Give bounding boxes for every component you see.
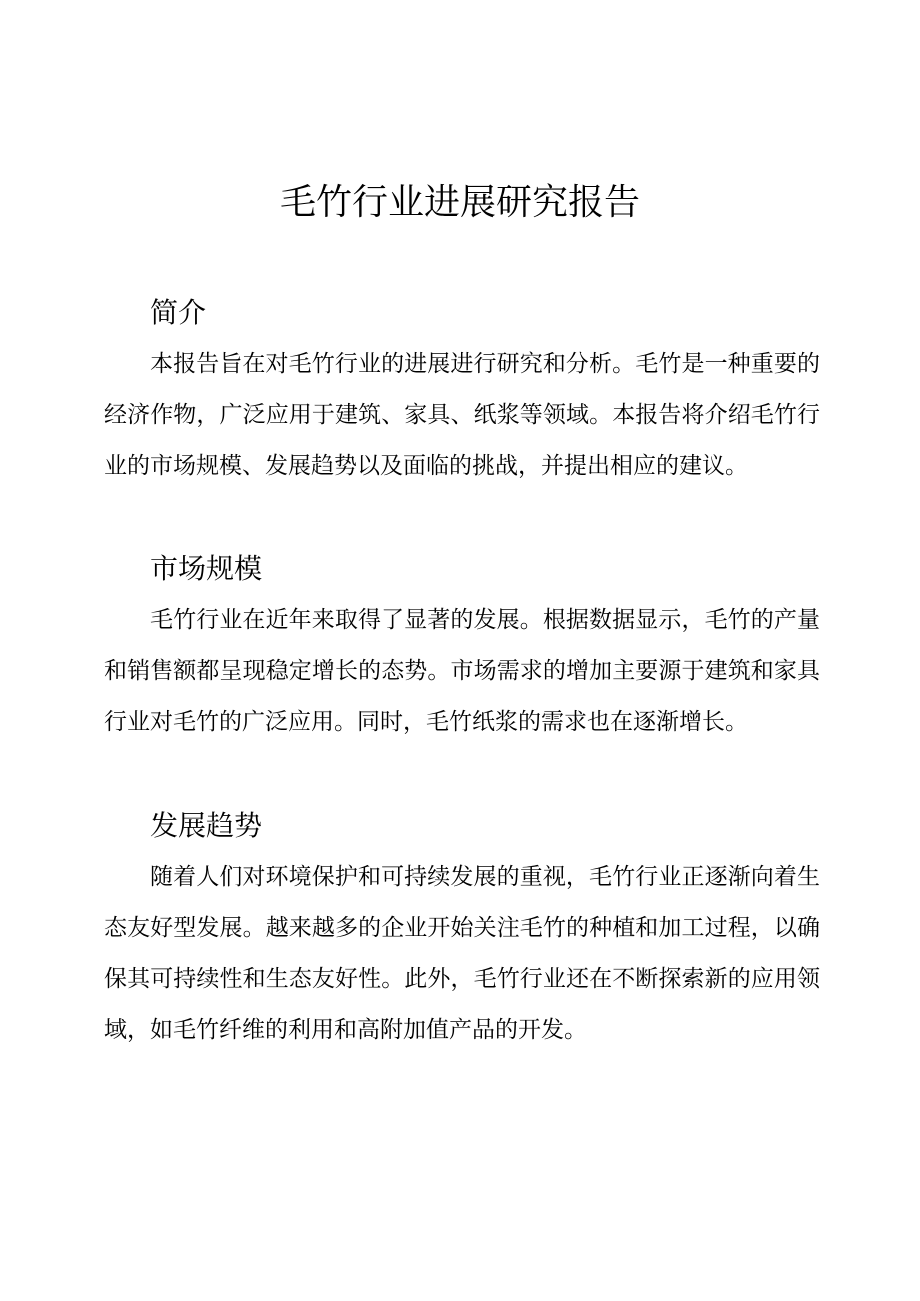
section-heading-development-trend: 发展趋势 xyxy=(150,809,263,842)
section-introduction xyxy=(104,293,820,492)
section-body-market-size: 毛竹行业在近年来取得了显著的发展。根据数据显示，毛竹的产量和销售额都呈现稳定增长的态势。市场需求的增加主要源于建筑和家具行业对毛竹的广泛应用。同时，毛竹纸浆的需求也在逐渐增长。 xyxy=(104,607,820,735)
section-body-development-trend: 随着人们对环境保护和可持续发展的重视，毛竹行业正逐渐向着生态友好型发展。越来越多的企业开始关注毛竹的种植和加工过程，以确保其可持续性和生态友好性。此外，毛竹行业还在不断探索新的应用领域，如毛竹纤维的利用和高附加值产品的开发。 xyxy=(104,864,820,1043)
section-heading-market-size: 市场规模 xyxy=(150,552,263,585)
section-heading-introduction: 简介 xyxy=(150,296,207,329)
section-development-trend xyxy=(104,806,820,1056)
section-market-size xyxy=(104,549,820,748)
section-body-introduction: 本报告旨在对毛竹行业的进展进行研究和分析。毛竹是一种重要的经济作物，广泛应用于建筑、家具、纸浆等领域。本报告将介绍毛竹行业的市场规模、发展趋势以及面临的挑战，并提出相应的建议。 xyxy=(104,351,820,479)
document-title: 毛竹行业进展研究报告 xyxy=(279,182,640,223)
